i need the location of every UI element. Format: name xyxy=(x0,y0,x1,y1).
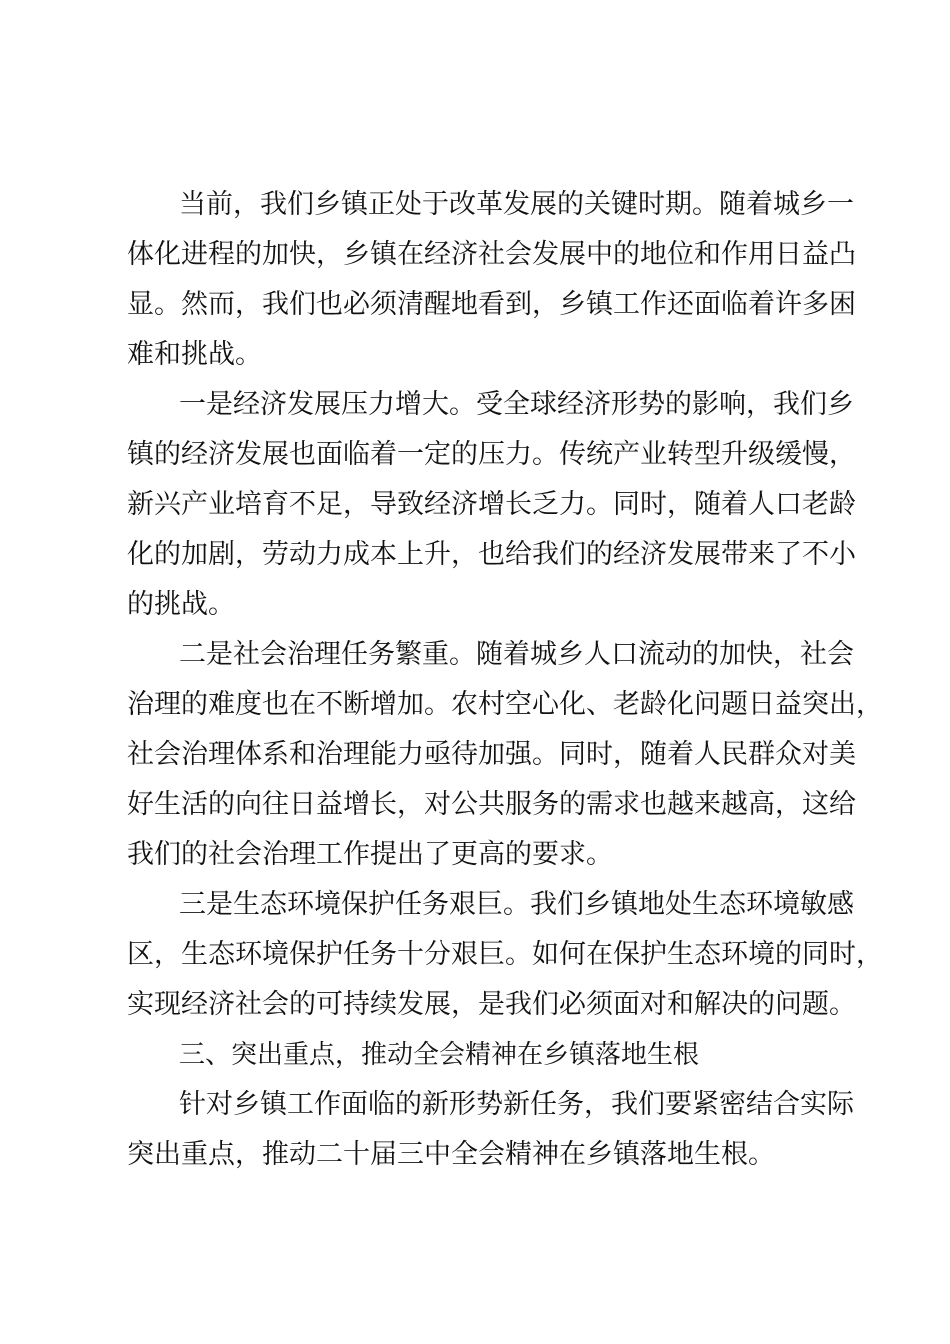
text-line: 三是生态环境保护任务艰巨。我们乡镇地处生态环境敏感 xyxy=(179,889,854,920)
section-heading: 三、突出重点，推动全会精神在乡镇落地生根 xyxy=(179,1040,700,1070)
document-body xyxy=(127,180,883,1180)
text-line: 新兴产业培育不足，导致经济增长乏力。同时，随着人口老龄 xyxy=(127,489,856,520)
text-line: 突出重点，推动二十届三中全会精神在乡镇落地生根。 xyxy=(127,1139,775,1170)
text-line: 的挑战。 xyxy=(127,589,235,620)
text-line: 社会治理体系和治理能力亟待加强。同时，随着人民群众对美 xyxy=(127,739,856,770)
text-line: 二是社会治理任务繁重。随着城乡人口流动的加快，社会 xyxy=(179,639,854,670)
text-line: 当前，我们乡镇正处于改革发展的关键时期。随着城乡一 xyxy=(179,189,854,220)
text-line: 我们的社会治理工作提出了更高的要求。 xyxy=(127,839,613,870)
text-line: 难和挑战。 xyxy=(127,339,262,370)
text-line: 治理的难度也在不断增加。农村空心化、老龄化问题日益突出， xyxy=(127,689,883,720)
text-line: 区，生态环境保护任务十分艰巨。如何在保护生态环境的同时， xyxy=(127,939,883,970)
text-line: 化的加剧，劳动力成本上升，也给我们的经济发展带来了不小 xyxy=(127,539,856,570)
text-line: 针对乡镇工作面临的新形势新任务，我们要紧密结合实际 xyxy=(179,1089,854,1120)
text-line: 镇的经济发展也面临着一定的压力。传统产业转型升级缓慢， xyxy=(127,439,856,470)
text-line: 好生活的向往日益增长，对公共服务的需求也越来越高，这给 xyxy=(127,789,856,820)
text-line: 实现经济社会的可持续发展，是我们必须面对和解决的问题。 xyxy=(127,989,856,1020)
text-line: 显。然而，我们也必须清醒地看到，乡镇工作还面临着许多困 xyxy=(127,289,856,320)
text-line: 一是经济发展压力增大。受全球经济形势的影响，我们乡 xyxy=(179,389,854,420)
text-line: 体化进程的加快，乡镇在经济社会发展中的地位和作用日益凸 xyxy=(127,239,856,270)
